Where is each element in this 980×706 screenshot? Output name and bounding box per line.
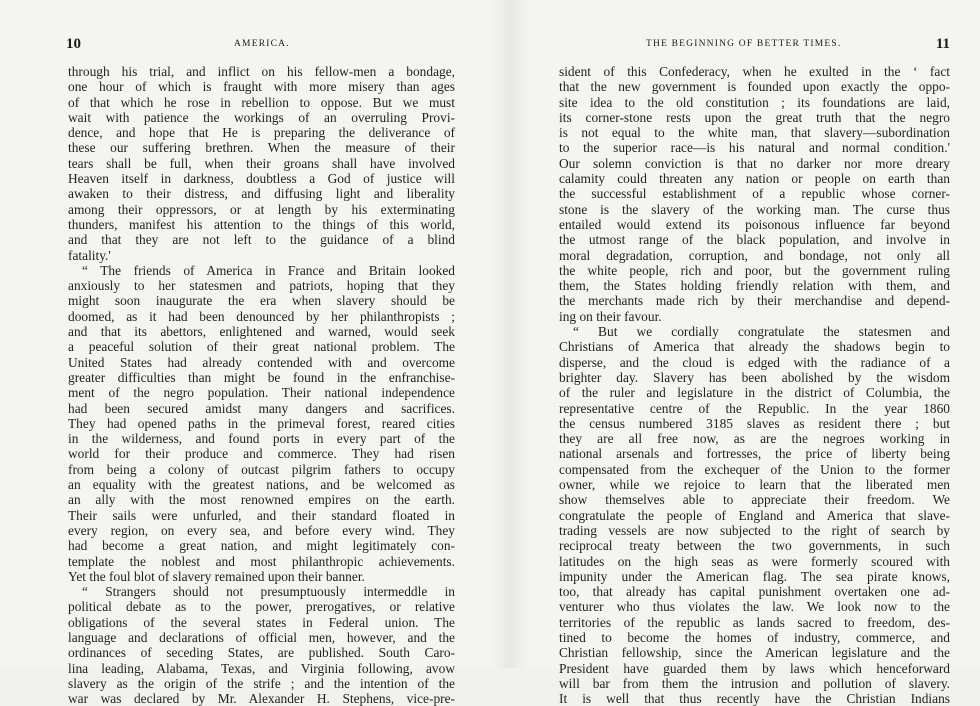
right-page-body — [559, 64, 950, 706]
text-line: an equality with the greatest nations, and be welcomed as — [68, 477, 455, 493]
text-line: doomed, as it had been denounced by her philanthropists ; — [68, 308, 455, 324]
text-line: the successful establishment of a republic whose corner- — [559, 186, 950, 202]
text-line: obligations of the several states in Federal union. The — [68, 614, 455, 630]
text-line: of that which he rose in rebellion to oppose. But we must — [68, 94, 455, 110]
text-line: and that they are not left to the guidance of a blind — [68, 232, 455, 248]
text-line: them, the States holding friendly relation with them, and — [559, 278, 950, 294]
text-line: thunders, manifest his attention to the things of this world, — [68, 216, 455, 232]
text-line: every region, on every sea, and before every wind. They — [68, 522, 455, 538]
text-line: and that its abettors, enlightened and warned, would seek — [68, 324, 455, 340]
right-page-header — [560, 36, 950, 56]
text-line: ing on their favour. — [559, 308, 662, 324]
text-line: congratulate the people of England and America that slave- — [559, 507, 950, 523]
left-page-header — [66, 36, 458, 56]
text-line: tined to become the homes of industry, commerce, and — [559, 629, 950, 645]
text-line: ment of the negro population. Their national independence — [68, 385, 455, 401]
text-line: lina leading, Alabama, Texas, and Virginia following, avow — [68, 660, 455, 676]
text-line: template the noblest and most philanthropic achievements. — [68, 553, 455, 569]
text-line: latitudes on the high seas as were formerly scoured with — [559, 553, 950, 569]
text-line: the merchants made rich by their merchandise and depend- — [559, 293, 950, 309]
text-line: the utmost range of the black population, and involve in — [559, 232, 950, 248]
text-line: United States had already contended with and overcome — [68, 354, 455, 370]
left-page-body — [68, 64, 455, 706]
right-page — [490, 0, 980, 706]
text-line: fatality.' — [68, 247, 111, 263]
text-line: owner, while we rejoice to learn that the liberated men — [559, 477, 950, 493]
text-line: Christian fellowship, since the American legislature and the — [559, 645, 950, 661]
text-line: venturer who thus violates the law. We look now to the — [559, 599, 950, 615]
text-line: in the wilderness, and found ports in every part of the — [68, 431, 455, 447]
text-line: will bar from them the intrusion and pollution of slavery. — [559, 675, 950, 691]
text-line: these our suffering brethren. When the measure of their — [68, 140, 455, 156]
text-line: representative centre of the Republic. In the year 1860 — [559, 400, 950, 416]
text-line: Yet the foul blot of slavery remained upon their banner. — [68, 568, 365, 584]
text-line: had been secured amidst many dangers and sacrifices. — [68, 400, 455, 416]
text-line: through his trial, and inflict on his fellow-men a bondage, — [68, 64, 455, 79]
text-line: territories of the republic as lands sacred to freedom, des- — [559, 614, 950, 630]
text-line: language and declarations of official men, however, and the — [68, 629, 455, 645]
text-line: calamity could threaten any nation or people on earth than — [559, 171, 950, 187]
text-line: “ The friends of America in France and Britain looked — [82, 262, 455, 278]
text-line: the white people, rich and poor, but the government ruling — [559, 262, 950, 278]
text-line: trading vessels are now subjected to the right of search by — [559, 522, 950, 538]
text-line: site idea to the old constitution ; its foundations are laid, — [559, 94, 950, 110]
text-line: world for their produce and commerce. They had risen — [68, 446, 455, 462]
right-running-head: THE BEGINNING OF BETTER TIMES. — [646, 39, 842, 49]
text-line: Our solemn conviction is that no darker nor more dreary — [559, 155, 950, 171]
text-line: one hour of which is fraught with more misery than ages — [68, 79, 455, 95]
text-line: a peaceful solution of their great national problem. The — [68, 339, 455, 355]
text-line: Christians of America that already the shadows begin to — [559, 339, 950, 355]
text-line: disperse, and the cloud is edged with the radiance of a — [559, 354, 950, 370]
text-line: that the new government is founded upon exactly the oppo- — [559, 79, 950, 95]
text-line: entailed would extend its poisonous influence far beyond — [559, 216, 950, 232]
text-line: dence, and hope that He is preparing the deliverance of — [68, 125, 455, 141]
text-line: wait with patience the workings of an overruling Provi- — [68, 109, 455, 125]
text-line: an ally with the most renowned empires on the earth. — [68, 492, 455, 508]
text-line: tears shall be full, when their groans shall have involved — [68, 155, 455, 171]
left-running-head: AMERICA. — [234, 39, 290, 49]
text-line: its corner-stone rests upon the great truth that the negro — [559, 109, 950, 125]
text-line: might soon inaugurate the era when slavery should be — [68, 293, 455, 309]
text-line: “ But we cordially congratulate the statesmen and — [573, 324, 950, 340]
text-line: moral degradation, corruption, and bondage, not only all — [559, 247, 950, 263]
text-line: ordinances of seceding States, are published. South Caro- — [68, 645, 455, 661]
text-line: to the superior race—is his natural and normal condition.' — [559, 140, 950, 156]
text-line: sident of this Confederacy, when he exulted in the ‘ fact — [559, 64, 950, 79]
text-line: Their sails were unfurled, and their standard floated in — [68, 507, 455, 523]
text-line: awaken to their distress, and diffusing light and liberality — [68, 186, 455, 202]
text-line: compensated from the exchequer of the Union to the former — [559, 461, 950, 477]
text-line: anxiously to her statesmen and patriots, hoping that they — [68, 278, 455, 294]
text-line: It is well that thus recently have the Christian Indians — [559, 691, 950, 706]
text-line: greater difficulties than might be found in the enfranchise- — [68, 369, 455, 385]
text-line: stone is the slavery of the working man. The curse thus — [559, 201, 950, 217]
text-line: “ Strangers should not presumptuously intermeddle in — [82, 584, 455, 600]
text-line: political debate as to the power, prerogatives, or relative — [68, 599, 455, 615]
text-line: from being a colony of outcast pilgrim fathers to occupy — [68, 461, 455, 477]
text-line: the census numbered 3185 slaves as resident there ; but — [559, 415, 950, 431]
text-line: they are all free now, as are the negroes working in — [559, 431, 950, 447]
text-line: had become a great nation, and might legitimately con- — [68, 538, 455, 554]
text-line: show themselves able to appreciate their freedom. We — [559, 492, 950, 508]
text-line: brighter day. Slavery has been abolished by the wisdom — [559, 369, 950, 385]
text-line: of the ruler and legislature in the district of Columbia, the — [559, 385, 950, 401]
left-page-number: 10 — [66, 36, 81, 52]
text-line: among their oppressors, or at length by his exterminating — [68, 201, 455, 217]
text-line: reciprocal treaty between the two governments, in such — [559, 538, 950, 554]
text-line: too, that already has capital punishment overtaken one ad- — [559, 584, 950, 600]
right-page-number: 11 — [935, 36, 950, 52]
text-line: national arsenals and fortresses, the price of liberty being — [559, 446, 950, 462]
text-line: Heaven itself in darkness, doubtless a God of justice will — [68, 171, 455, 187]
text-line: impunity under the American flag. The sea pirate knows, — [559, 568, 950, 584]
text-line: war was declared by Mr. Alexander H. Stephens, vice-pre- — [68, 691, 455, 706]
text-line: President have guarded them by laws which henceforward — [559, 660, 950, 676]
text-line: They had opened paths in the primeval forest, reared cities — [68, 415, 455, 431]
text-line: is not equal to the white man, that slavery—subordination — [559, 125, 950, 141]
text-line: slavery as the origin of the strife ; and the intention of the — [68, 675, 455, 691]
